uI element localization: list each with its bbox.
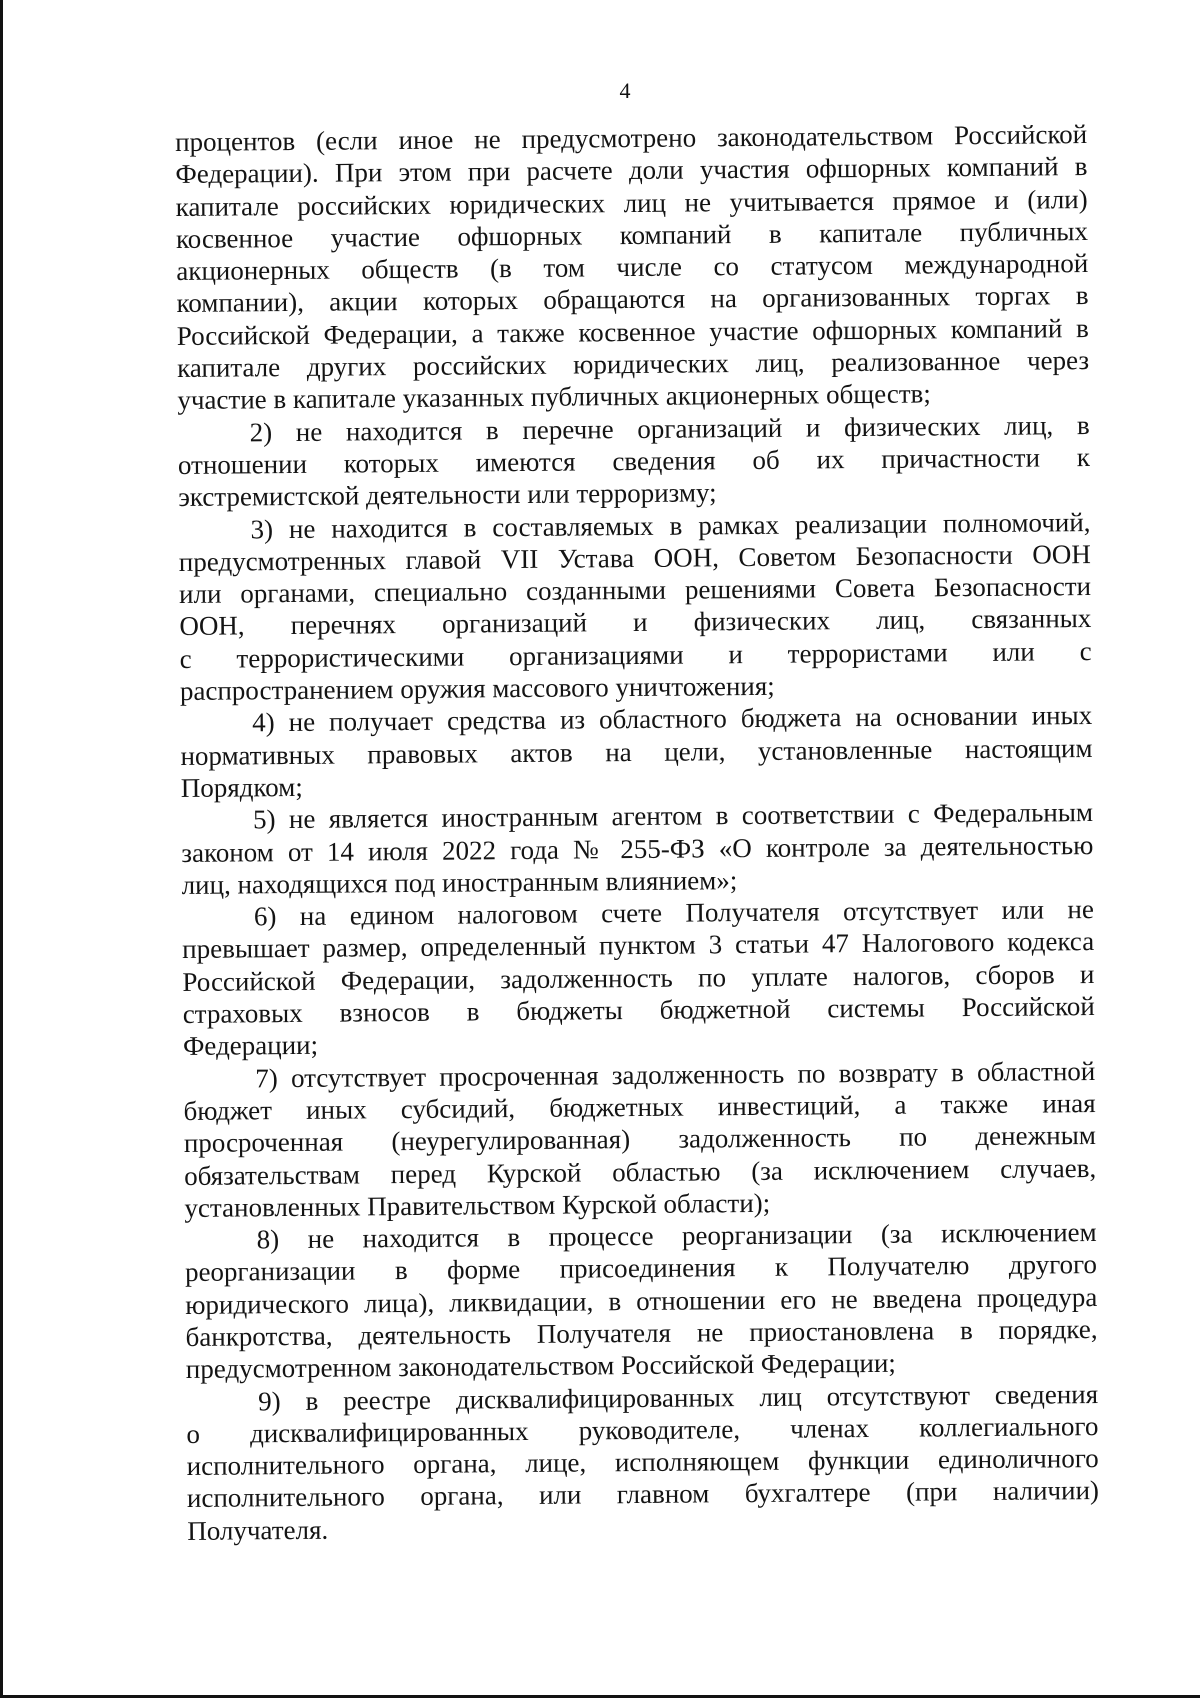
text-line: косвенное участие офшорных компаний в капитале публичных — [175, 215, 1089, 254]
paragraph-item-5 — [181, 796, 1094, 901]
text-line: 5) не является иностранным агентом в соответствии с Федеральным — [252, 797, 1094, 835]
document-body — [175, 118, 1099, 1547]
text-line: 7) отсутствует просроченная задолженность по возврату в областной — [255, 1055, 1096, 1093]
text-line: Получателя. — [187, 1514, 329, 1546]
text-line: 2) не находится в перечне организаций и физических лиц, в — [249, 409, 1090, 448]
text-line: банкротства, деятельность Получателя не приостановлена в порядке, — [185, 1313, 1098, 1352]
text-line: лиц, находящихся под иностранным влиянием»; — [181, 864, 738, 900]
text-line: с террористическими организациями и террористами или с — [179, 635, 1092, 674]
text-line: превышает размер, определенный пунктом 3 статьи 47 Налогового кодекса — [182, 926, 1095, 965]
text-line: Российской Федерации, а также косвенное участие офшорных компаний в — [176, 312, 1089, 351]
text-line: юридического лица), ликвидации, в отношении его не введена процедура — [185, 1281, 1098, 1320]
text-line: Федерации; — [182, 1030, 319, 1062]
text-line: бюджет иных субсидий, бюджетных инвестиций, а также иная — [183, 1087, 1096, 1126]
text-line: страховых взносов в бюджеты бюджетной системы Российской — [182, 991, 1095, 1029]
text-line: ООН, перечнях организаций и физических лиц, связанных — [179, 603, 1092, 642]
text-line: отношении которых имеются сведения об их причастности к — [177, 441, 1091, 480]
text-line: предусмотренном законодательством Российской Федерации; — [185, 1348, 896, 1385]
text-line: исполнительного органа, лице, исполняющем функции единоличного — [186, 1443, 1099, 1482]
paragraph-continuation — [175, 118, 1090, 417]
text-line: распространением оружия массового уничтожения; — [179, 670, 775, 707]
text-line: капитале других российских юридических лиц, реализованное через — [176, 345, 1090, 384]
text-line: реорганизации в форме присоединения к Получателю другого — [184, 1249, 1098, 1288]
text-line: установленных Правительством Курской области); — [184, 1187, 771, 1223]
text-line: нормативных правовых актов на цели, установленные настоящим — [180, 732, 1093, 771]
text-line: 4) не получает средства из областного бюджета на основании иных — [252, 700, 1093, 738]
text-line: предусмотренных главой VII Устава ООН, Советом Безопасности ООН — [178, 538, 1091, 577]
text-line: экстремистской деятельности или терроризму; — [178, 477, 717, 513]
text-line: Федерации). При этом при расчете доли участия офшорных компаний в — [175, 151, 1088, 190]
paragraph-item-4 — [180, 699, 1093, 804]
paragraph-item-2 — [178, 409, 1091, 514]
text-line: законом от 14 июля 2022 года № 255-ФЗ «О контроле за деятельностью — [181, 829, 1094, 868]
text-line: 6) на едином налоговом счете Получателя отсутствует или не — [253, 894, 1094, 932]
scan-edge-left — [0, 0, 3, 1698]
paragraph-item-9 — [186, 1378, 1099, 1547]
paragraph-item-6 — [182, 893, 1095, 1062]
text-line: участие в капитале указанных публичных акционерных обществ; — [177, 378, 931, 416]
text-line: капитале российских юридических лиц не учитывается прямое и (или) — [175, 183, 1088, 222]
paragraph-item-7 — [183, 1055, 1096, 1224]
text-line: 3) не находится в составляемых в рамках реализации полномочий, — [250, 506, 1091, 544]
text-line: процентов (если иное не предусмотрено законодательством Российской — [175, 119, 1088, 157]
text-line: о дисквалифицированных руководителе, членах коллегиального — [186, 1410, 1099, 1449]
text-line: исполнительного органа, или главном бухгалтере (при наличии) — [186, 1475, 1100, 1514]
text-line: Российской Федерации, задолженность по уплате налогов, сборов и — [182, 958, 1095, 997]
text-line: 8) не находится в процессе реорганизации (за исключением — [256, 1217, 1097, 1255]
text-line: Порядком; — [180, 771, 303, 803]
paragraph-item-3 — [178, 506, 1092, 708]
text-line: компании), акции которых обращаются на организованных торгах в — [176, 280, 1089, 319]
page-number: 4 — [619, 78, 631, 103]
text-line: или органами, специально созданными решениями Совета Безопасности — [178, 571, 1092, 610]
text-line: просроченная (неурегулированная) задолженность по денежным — [183, 1120, 1096, 1159]
text-line: акционерных обществ (в том числе со статусом международной — [176, 248, 1089, 287]
text-line: обязательствам перед Курской областью (за исключением случаев, — [184, 1152, 1097, 1191]
text-line: 9) в реестре дисквалифицированных лиц отсутствуют сведения — [257, 1378, 1099, 1416]
paragraph-item-8 — [185, 1216, 1098, 1385]
